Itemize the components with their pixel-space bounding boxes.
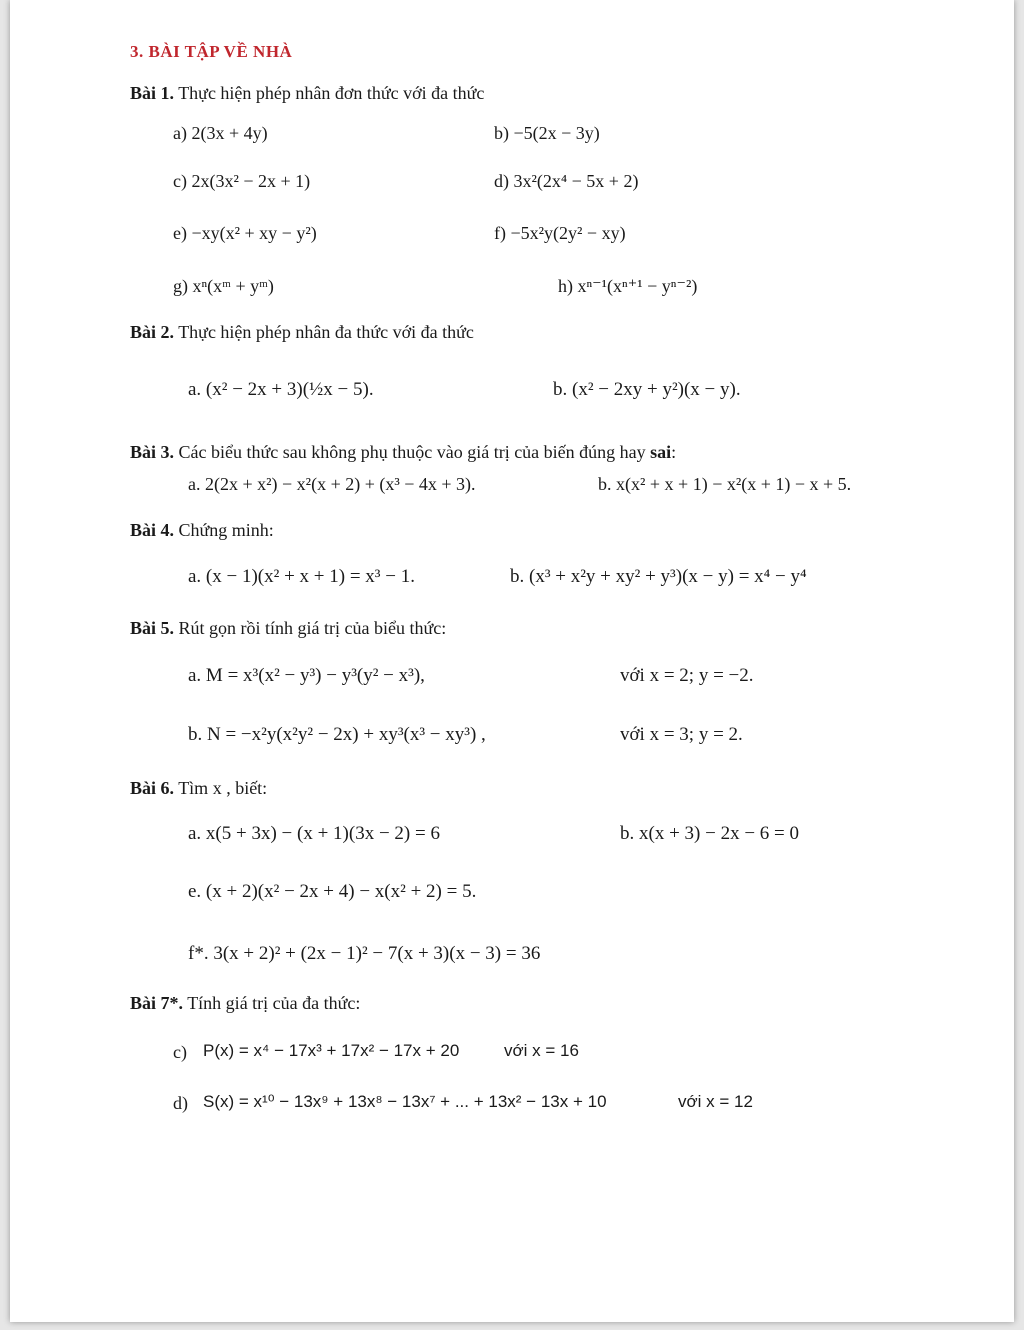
exercise-7-label: Bài 7*. xyxy=(130,993,184,1013)
exercise-1g: g) xⁿ(xᵐ + yᵐ) xyxy=(173,276,274,296)
exercise-6e: e. (x + 2)(x² − 2x + 4) − x(x² + 2) = 5. xyxy=(188,881,477,902)
exercise-5b-expression: b. N = −x²y(x²y² − 2x) + xy³(x³ − xy³) , xyxy=(188,724,486,745)
exercise-5-instruction: Rút gọn rồi tính giá trị của biểu thức: xyxy=(174,618,447,638)
exercise-5-label: Bài 5. xyxy=(130,618,175,638)
exercise-1-instruction: Thực hiện phép nhân đơn thức với đa thức xyxy=(174,83,485,103)
exercise-1a: a) 2(3x + 4y) xyxy=(173,123,268,143)
exercise-3-label: Bài 3. xyxy=(130,442,175,462)
exercise-6b: b. x(x + 3) − 2x − 6 = 0 xyxy=(620,823,800,844)
exercise-1b: b) −5(2x − 3y) xyxy=(494,123,600,143)
exercise-3-title xyxy=(130,443,676,461)
exercise-4b: b. (x³ + x²y + xy² + y³)(x − y) = x⁴ − y⁴ xyxy=(510,566,807,587)
exercise-1d: d) 3x²(2x⁴ − 5x + 2) xyxy=(494,171,639,191)
exercise-4a: a. (x − 1)(x² + x + 1) = x³ − 1. xyxy=(188,566,415,587)
exercise-3-colon: : xyxy=(671,442,677,462)
exercise-1f: f) −5x²y(2y² − xy) xyxy=(494,223,626,243)
exercise-2-title xyxy=(130,323,474,341)
exercise-5a-condition: với x = 2; y = −2. xyxy=(620,665,754,686)
exercise-4-label: Bài 4. xyxy=(130,520,175,540)
exercise-6-instruction: Tìm x , biết: xyxy=(174,778,268,798)
exercise-5-title xyxy=(130,619,446,637)
exercise-6a: a. x(5 + 3x) − (x + 1)(3x − 2) = 6 xyxy=(188,823,440,844)
exercise-4-title xyxy=(130,521,274,539)
exercise-3b: b. x(x² + x + 1) − x²(x + 1) − x + 5. xyxy=(598,474,852,494)
exercise-6-title xyxy=(130,779,267,797)
exercise-7d-expression: S(x) = x¹⁰ − 13x⁹ + 13x⁸ − 13x⁷ + ... + 13x² − 13x + 10 xyxy=(203,1092,607,1111)
exercise-1-label: Bài 1. xyxy=(130,83,175,103)
exercise-4-instruction: Chứng minh: xyxy=(174,520,274,540)
exercise-5b-condition: với x = 3; y = 2. xyxy=(620,724,743,745)
exercise-7d-condition: với x = 12 xyxy=(678,1092,753,1111)
exercise-7c-prefix: c) xyxy=(173,1042,187,1062)
exercise-2-label: Bài 2. xyxy=(130,322,175,342)
exercise-6f: f*. 3(x + 2)² + (2x − 1)² − 7(x + 3)(x − 3) = 36 xyxy=(188,943,541,964)
exercise-3-bold-word: sai xyxy=(650,442,672,462)
exercise-2a: a. (x² − 2x + 3)(½x − 5). xyxy=(188,379,374,400)
exercise-7-title xyxy=(130,994,360,1012)
exercise-1c: c) 2x(3x² − 2x + 1) xyxy=(173,171,311,191)
exercise-3a: a. 2(2x + x²) − x²(x + 2) + (x³ − 4x + 3). xyxy=(188,474,476,494)
exercise-7d-prefix: d) xyxy=(173,1093,188,1113)
exercise-1h: h) xⁿ⁻¹(xⁿ⁺¹ − yⁿ⁻²) xyxy=(558,276,698,296)
exercise-2b: b. (x² − 2xy + y²)(x − y). xyxy=(553,379,741,400)
exercise-7c-condition: với x = 16 xyxy=(504,1041,579,1060)
exercise-7-instruction: Tính giá trị của đa thức: xyxy=(183,993,361,1013)
exercise-7c-expression: P(x) = x⁴ − 17x³ + 17x² − 17x + 20 xyxy=(203,1041,460,1060)
exercise-1e: e) −xy(x² + xy − y²) xyxy=(173,223,317,243)
exercise-2-instruction: Thực hiện phép nhân đa thức với đa thức xyxy=(174,322,474,342)
section-heading: 3. BÀI TẬP VỀ NHÀ xyxy=(130,42,293,61)
exercise-1-title xyxy=(130,84,484,102)
exercise-3-instruction: Các biểu thức sau không phụ thuộc vào giá trị của biến đúng hay xyxy=(174,442,651,462)
document-page xyxy=(10,0,1014,1322)
exercise-6-label: Bài 6. xyxy=(130,778,175,798)
exercise-5a-expression: a. M = x³(x² − y³) − y³(y² − x³), xyxy=(188,665,425,686)
